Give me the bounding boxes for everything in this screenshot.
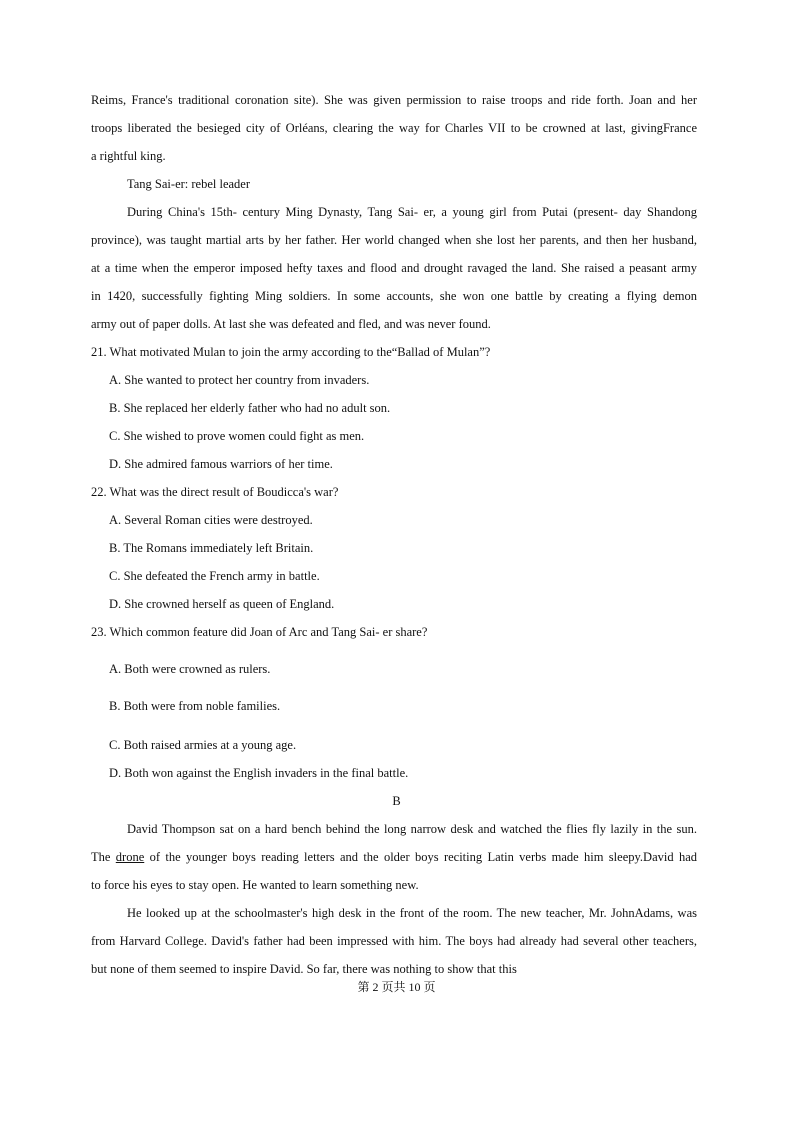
question-stem: 21. What motivated Mulan to join the army according to the“Ballad of Mulan”?	[91, 345, 491, 359]
section-label: B	[392, 794, 401, 808]
passage-line: During China's 15th- century Ming Dynasty, Tang Sai- er, a young girl from Putai (present- day Shandong	[127, 205, 697, 219]
answer-option: B. She replaced her elderly father who had no adult son.	[109, 401, 391, 415]
question-stem: 22. What was the direct result of Boudicca's war?	[91, 485, 339, 499]
section-heading: Tang Sai-er: rebel leader	[127, 177, 251, 191]
question-stem: 23. Which common feature did Joan of Arc and Tang Sai- er share?	[91, 625, 428, 639]
passage-line: but none of them seemed to inspire David. So far, there was nothing to show that this	[91, 962, 517, 976]
passage-line: David Thompson sat on a hard bench behind the long narrow desk and watched the flies fly lazily in the sun.	[127, 822, 697, 836]
passage-text: of the younger boys reading letters and the older boys reciting Latin verbs made him sleepy.David had	[144, 850, 697, 864]
passage-line: He looked up at the schoolmaster's high desk in the front of the room. The new teacher, Mr. JohnAdams, was	[127, 906, 697, 920]
answer-option: A. She wanted to protect her country from invaders.	[109, 373, 370, 387]
answer-option: D. She crowned herself as queen of England.	[109, 597, 335, 611]
answer-option: C. She defeated the French army in battle.	[109, 569, 320, 583]
passage-line: province), was taught martial arts by her father. Her world changed when she lost her parents, and then her husband,	[91, 233, 697, 247]
passage-text: The	[91, 850, 116, 864]
answer-option: C. She wished to prove women could fight as men.	[109, 429, 365, 443]
answer-option: B. Both were from noble families.	[109, 699, 281, 713]
passage-line: at a time when the emperor imposed hefty taxes and flood and drought ravaged the land. She raised a peasant army	[91, 261, 697, 275]
underlined-word: drone	[115, 850, 145, 864]
answer-option: A. Both were crowned as rulers.	[109, 662, 271, 676]
passage-line: from Harvard College. David's father had been impressed with him. The boys had already had several other teachers,	[91, 934, 697, 948]
answer-option: D. Both won against the English invaders in the final battle.	[109, 766, 409, 780]
passage-line	[91, 849, 697, 865]
answer-option: D. She admired famous warriors of her time.	[109, 457, 333, 471]
answer-option: C. Both raised armies at a young age.	[109, 738, 297, 752]
passage-line: troops liberated the besieged city of Orléans, clearing the way for Charles VII to be crowned at last, givingFrance	[91, 121, 697, 135]
answer-option: A. Several Roman cities were destroyed.	[109, 513, 313, 527]
passage-line: a rightful king.	[91, 149, 166, 163]
passage-line: Reims, France's traditional coronation site). She was given permission to raise troops and ride forth. Joan and her	[91, 93, 697, 107]
passage-line: army out of paper dolls. At last she was defeated and fled, and was never found.	[91, 317, 491, 331]
passage-line: to force his eyes to stay open. He wanted to learn something new.	[91, 878, 419, 892]
page-number-footer: 第 2 页共 10 页	[357, 980, 436, 994]
answer-option: B. The Romans immediately left Britain.	[109, 541, 314, 555]
passage-line: in 1420, successfully fighting Ming soldiers. In some accounts, she won one battle by creating a flying demon	[91, 289, 697, 303]
